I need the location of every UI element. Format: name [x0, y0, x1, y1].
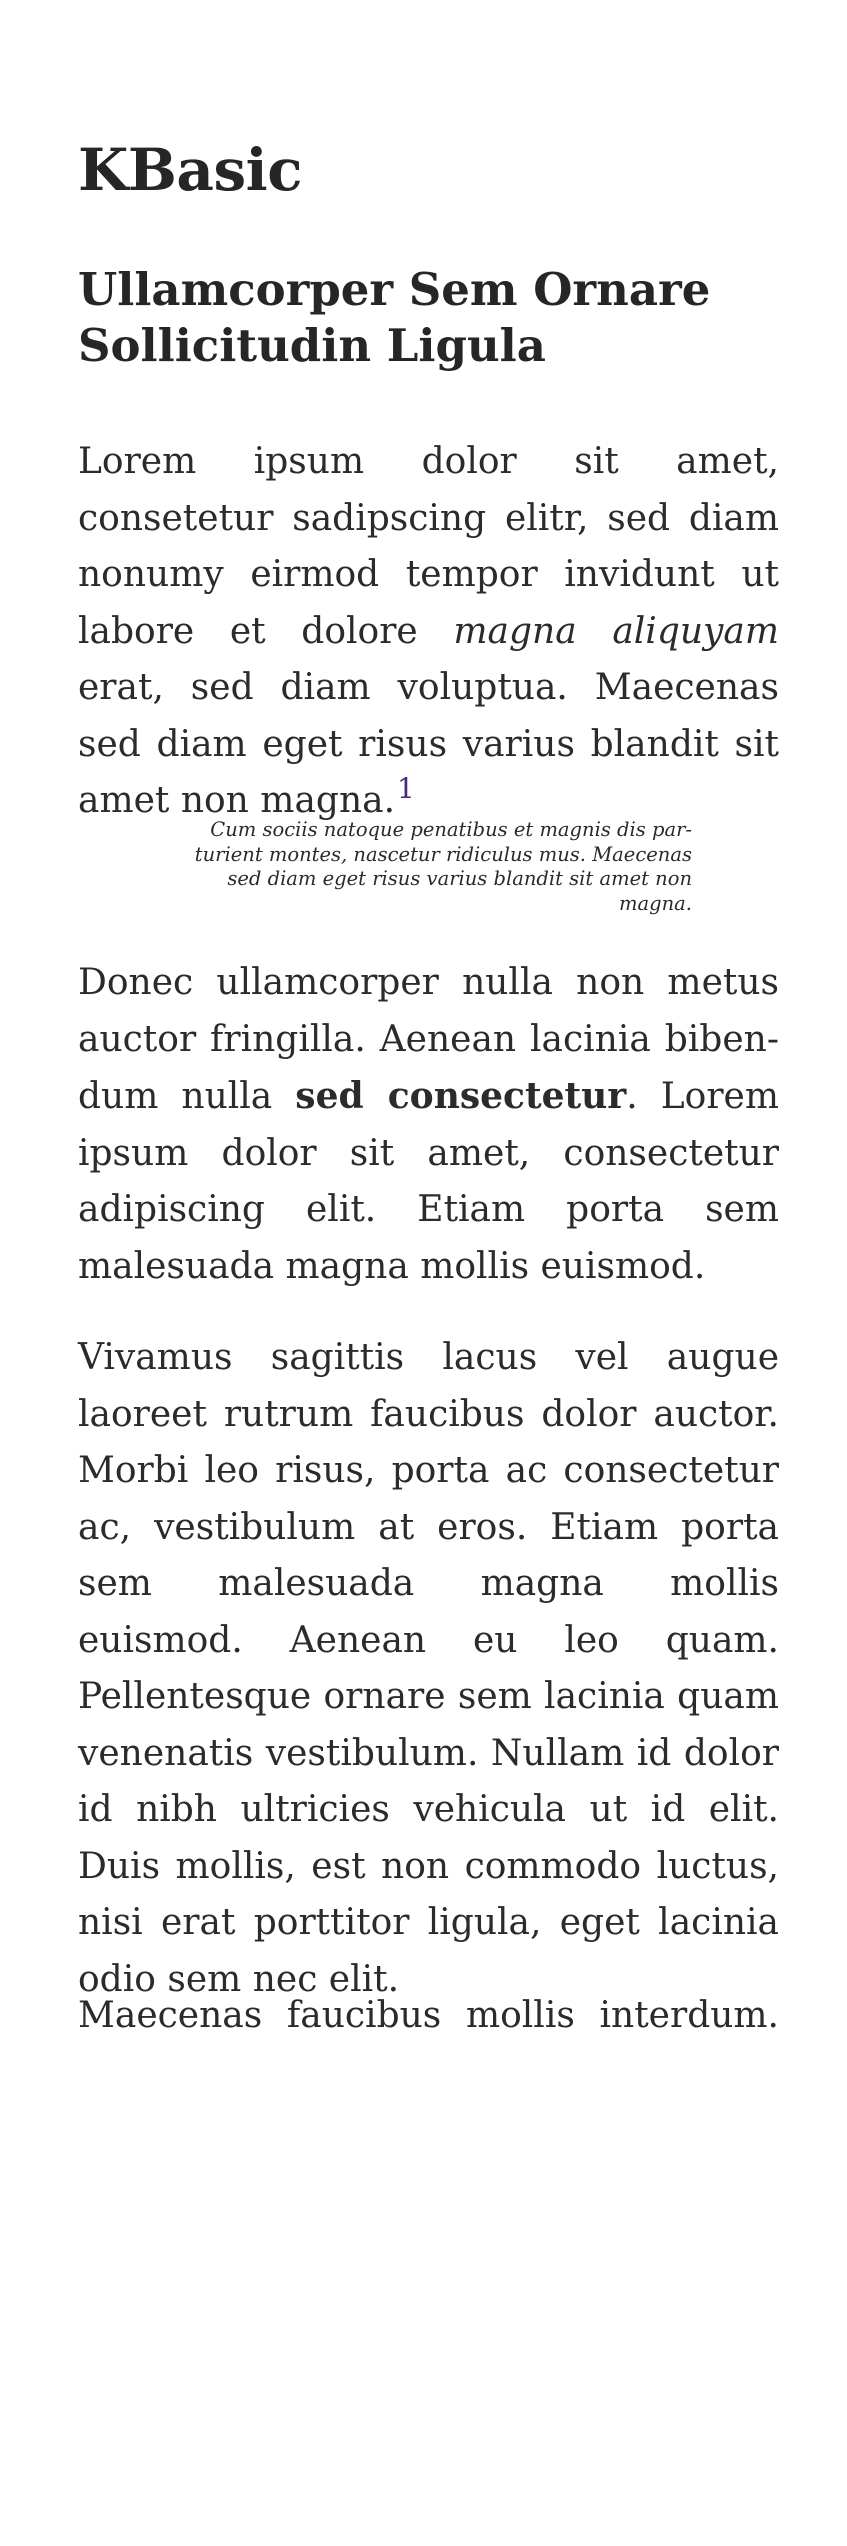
paragraph-3: Vivamus sagittis lacus vel augue laoreet rutrum faucibus dolor auctor. Morbi leo risus, porta ac consectetur ac, vestibulum at eros. Etiam porta sem malesuada magna mollis euismod. Aenean eu leo quam. Pellentesque ornare sem lacinia quam venenatis vestibulum. Nullam id dolor id nibh ultricies vehicula ut id elit. Duis mollis, est non commodo luctus, nisi erat porttitor ligula, eget lacinia odio sem nec elit. — [78, 1337, 779, 2000]
paragraph-1 — [78, 434, 779, 830]
page-title: KBasic — [78, 136, 303, 204]
paragraph-1-emphasis: magna aliquyam — [453, 610, 779, 652]
paragraph-1-text-a: Lorem ipsum dolor sit amet, consetetur sadipscing elitr, sed diam nonumy eirmod tempor invidunt ut labore et dolore — [78, 441, 779, 652]
paragraph-2 — [78, 955, 779, 1295]
paragraph-2-text-b: . Lorem ipsum dolor sit amet, consectetur adipiscing elit. Etiam porta sem malesuada magna mollis euismod. — [78, 1076, 779, 1287]
footnote-ref-link[interactable]: 1 — [397, 772, 415, 805]
paragraph-2-strong: sed consectetur — [295, 1075, 627, 1117]
section-heading: Ullamcorper Sem Ornare Sollicitudin Ligula — [78, 263, 711, 372]
paragraph-2-text-a: Donec ullamcorper nulla non metus auctor fringilla. Aenean lacinia bibendum nulla — [78, 962, 779, 1117]
blockquote: Cum sociis natoque penatibus et magnis dis parturient montes, nascetur ridiculus mus. Maecenas sed diam eget risus varius blandit sit amet non magna. — [194, 818, 692, 915]
paragraph-4: Maecenas faucibus mollis interdum. — [78, 1995, 779, 2036]
paragraph-1-text-b: erat, sed diam voluptua. Maecenas sed diam eget risus varius blandit sit amet non magna. — [78, 667, 779, 821]
